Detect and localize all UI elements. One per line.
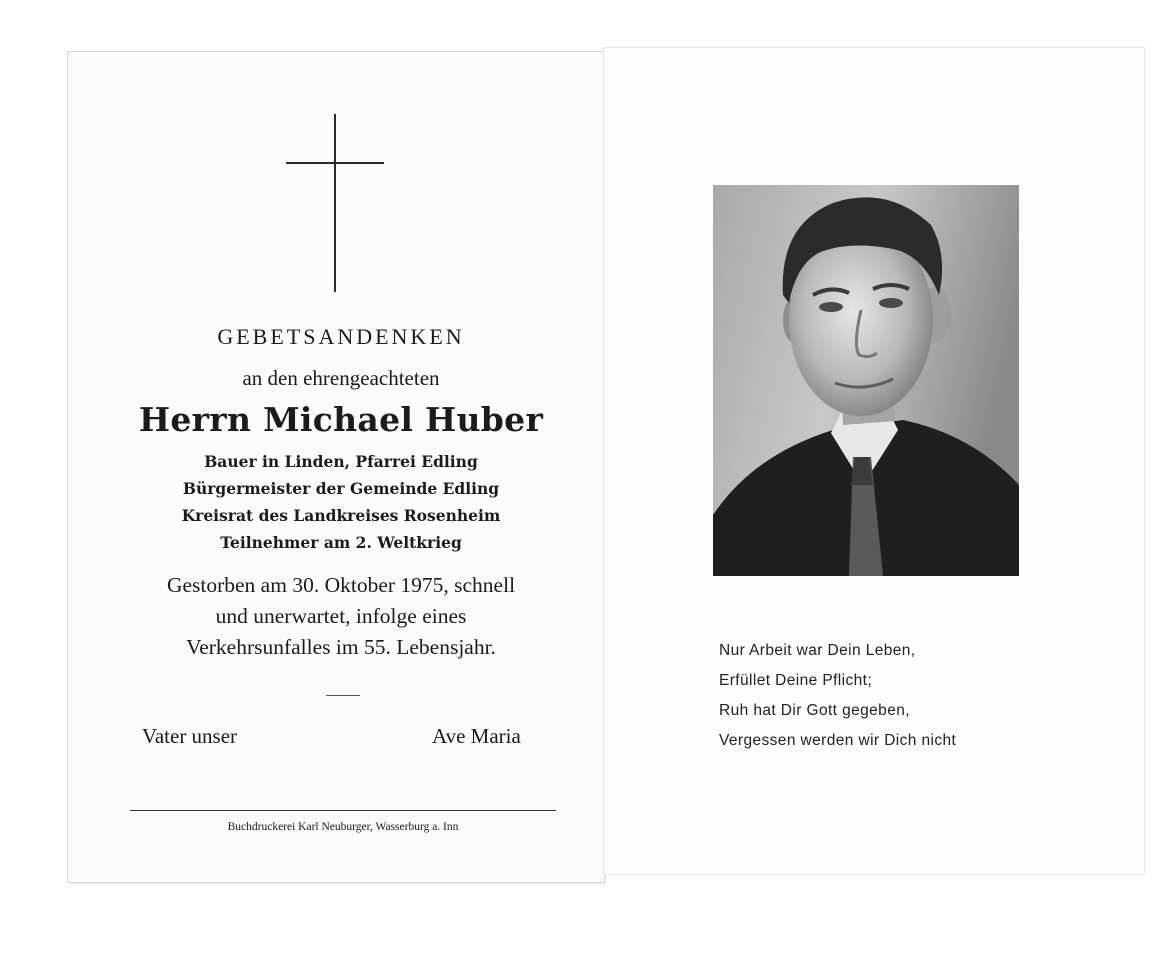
poem-line: Erfüllet Deine Pflicht;: [719, 672, 873, 689]
death-notice-line: und unerwartet, infolge eines: [215, 604, 467, 628]
death-notice: [110, 570, 572, 663]
poem: [719, 636, 956, 756]
footer-rule: [130, 810, 556, 811]
poem-line: Ruh hat Dir Gott gegeben,: [719, 702, 910, 719]
cross-vertical-bar: [334, 114, 336, 292]
title-line: Bürgermeister der Gemeinde Edling: [182, 479, 500, 498]
prayer-ave-maria: Ave Maria: [432, 724, 521, 748]
death-notice-line: Verkehrsunfalles im 55. Lebensjahr.: [186, 635, 496, 659]
titles-list: [110, 448, 572, 556]
cross-horizontal-bar: [286, 162, 384, 164]
death-notice-line: Gestorben am 30. Oktober 1975, schnell: [166, 573, 516, 597]
poem-line: Vergessen werden wir Dich nicht: [719, 732, 957, 749]
portrait-photo: [713, 185, 1019, 576]
title-line: Teilnehmer am 2. Weltkrieg: [220, 533, 462, 552]
card-heading: GEBETSANDENKEN: [217, 324, 465, 349]
poem-line: Nur Arbeit war Dein Leben,: [719, 642, 916, 659]
section-divider: [326, 695, 360, 696]
printer-credit: Buchdruckerei Karl Neuburger, Wasserburg a. Inn: [227, 821, 459, 833]
intro-line: an den ehrengeachteten: [242, 366, 440, 390]
title-line: Bauer in Linden, Pfarrei Edling: [204, 452, 478, 471]
cross-icon: [286, 114, 384, 292]
deceased-name: Herrn Michael Huber: [138, 400, 544, 439]
prayer-vater-unser: Vater unser: [142, 724, 238, 748]
title-line: Kreisrat des Landkreises Rosenheim: [181, 506, 501, 525]
